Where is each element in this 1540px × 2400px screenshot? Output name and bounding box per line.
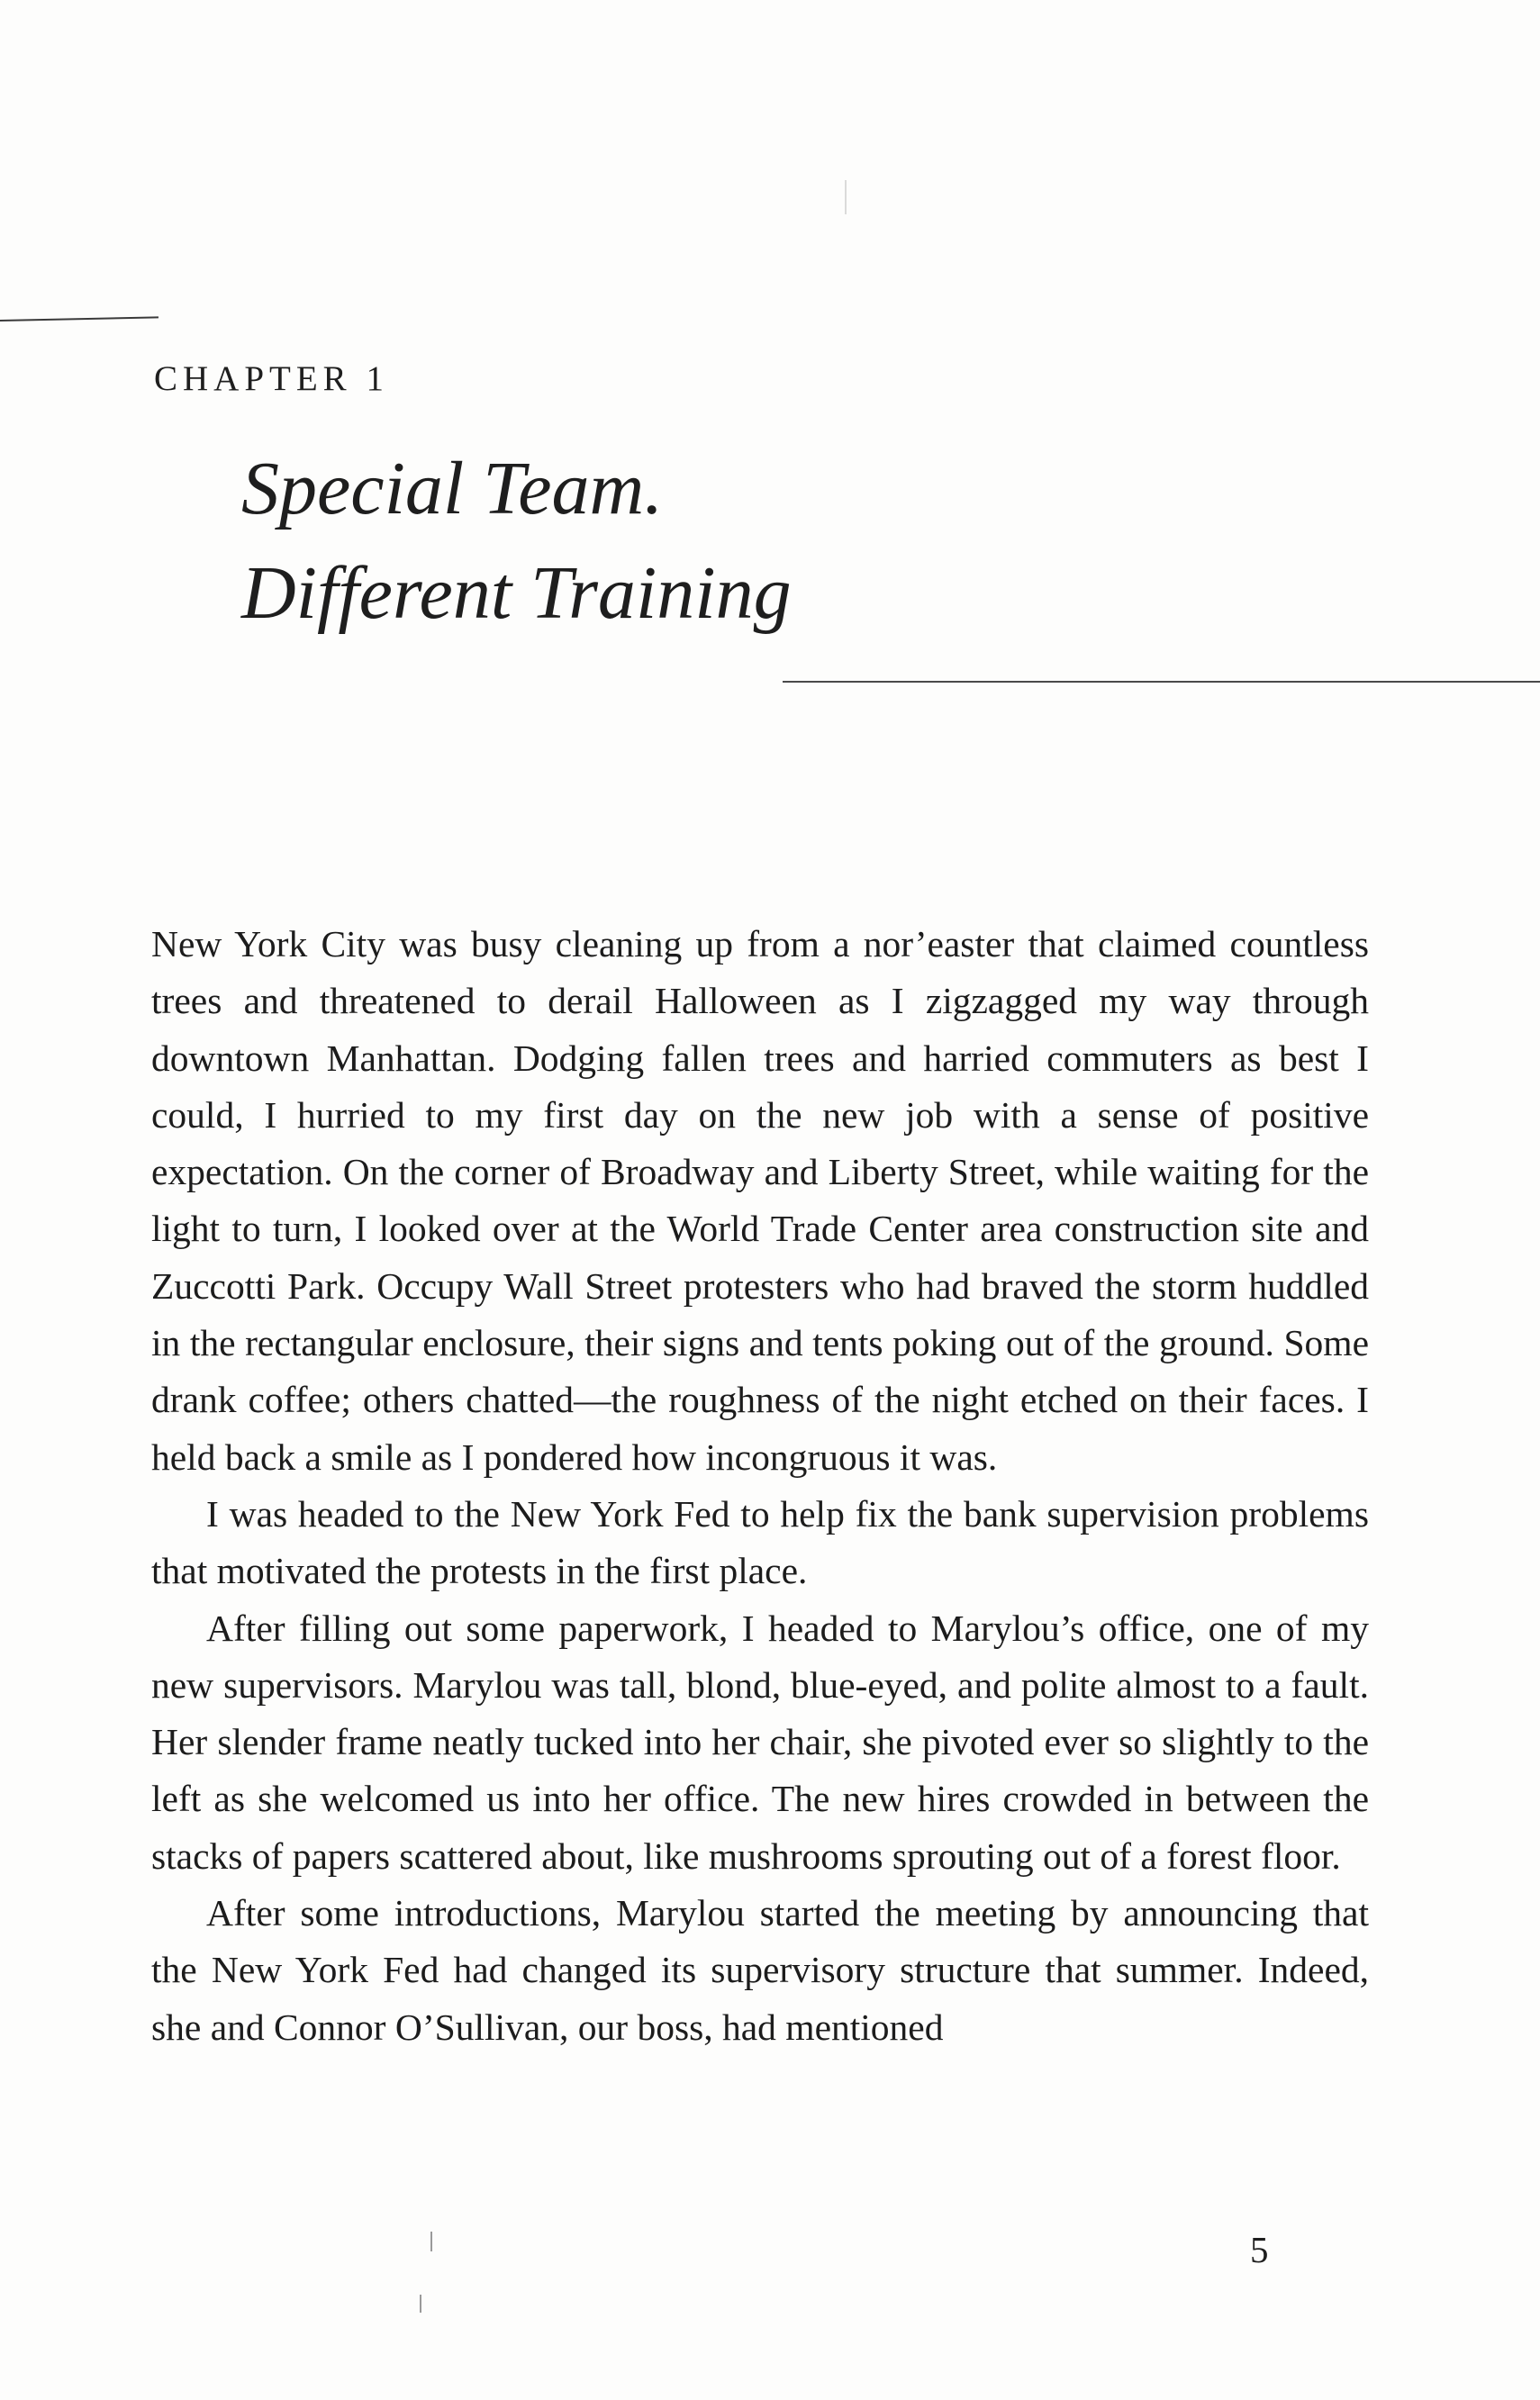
chapter-title <box>241 437 792 646</box>
chapter-label: CHAPTER 1 <box>154 359 389 398</box>
paragraph-2: I was headed to the New York Fed to help fix the bank supervision problems that motivated the protests in the first place. <box>151 1492 1369 1592</box>
body-text <box>151 916 1369 2056</box>
paragraph-1: New York City was busy cleaning up from a nor’easter that claimed countless trees and threatened to derail Halloween as I zigzagged my way through downtown Manhattan. Dodging fallen trees and harried commuters as best I could, I hurried to my first day on the new job with a sense of positive expectation. On the corner of Broadway and Liberty Street, while waiting for the light to turn, I looked over at the World Trade Center area construction site and Zuccotti Park. Occupy Wall Street protesters who had braved the storm huddled in the rectangular enclosure, their signs and tents poking out of the ground. Some drank coffee; others chatted—the roughness of the night etched on their faces. I held back a smile as I pondered how incongruous it was. <box>151 923 1369 1478</box>
scan-speck <box>845 180 847 214</box>
scan-speck <box>420 2295 421 2313</box>
chapter-title-line-2: Different Training <box>241 551 792 635</box>
chapter-bottom-rule <box>783 681 1540 683</box>
page-number: 5 <box>1250 2229 1269 2270</box>
paragraph-4: After some introductions, Marylou started the meeting by announcing that the New York Fed had changed its supervisory structure that summer. Indeed, she and Connor O’Sullivan, our boss, had mentioned <box>151 1892 1369 2048</box>
paragraph-3: After filling out some paperwork, I headed to Marylou’s office, one of my new supervisors. Marylou was tall, blond, blue-eyed, and polite almost to a fault. Her slender frame neatly tucked into her chair, she pivoted ever so slightly to the left as she welcomed us into her office. The new hires crowded in between the stacks of papers scattered about, like mushrooms sprouting out of a forest floor. <box>151 1607 1369 1877</box>
chapter-top-rule <box>0 316 159 322</box>
chapter-title-line-1: Special Team. <box>241 447 664 530</box>
scan-speck <box>430 2232 432 2251</box>
